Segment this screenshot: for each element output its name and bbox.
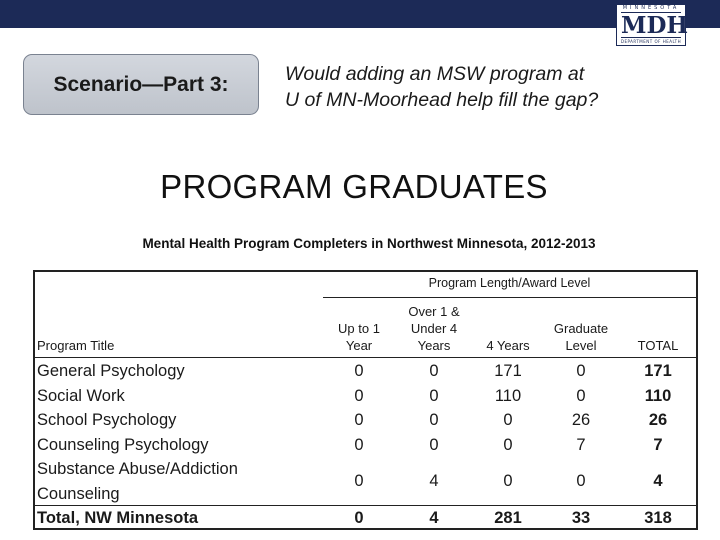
col-header-4-years <box>473 298 543 356</box>
col-header-up-to-1-line1: Up to 1 <box>338 321 380 336</box>
row-2-over-1: 0 <box>429 386 439 405</box>
col-header-graduate-line1: Graduate <box>553 321 609 336</box>
row-4-title: Counseling Psychology <box>37 435 209 454</box>
col-header-over-1 <box>399 298 469 356</box>
row-3-title: School Psychology <box>37 411 177 429</box>
logo-department-text: DEPARTMENT OF HEALTH <box>620 39 682 44</box>
scenario-label: Scenario—Part 3: <box>53 72 229 96</box>
row-3-total: 26 <box>648 411 668 429</box>
scenario-question <box>285 61 705 113</box>
row-2-4-years: 110 <box>494 386 522 405</box>
question-line-1: Would adding an MSW program at <box>285 63 585 85</box>
row-3-graduate: 26 <box>571 411 591 429</box>
row-5-title <box>37 457 317 506</box>
row-2-graduate: 0 <box>576 386 586 405</box>
row-5-over-1: 4 <box>429 472 439 490</box>
total-row-graduate: 33 <box>571 509 591 527</box>
row-5-graduate: 0 <box>576 472 586 490</box>
col-header-over-1-line1: Over 1 & <box>408 304 460 319</box>
col-header-over-1-line3: Years <box>417 338 451 353</box>
row-3-over-1: 0 <box>429 411 439 429</box>
col-header-4-years-text: 4 Years <box>486 338 530 353</box>
row-4-total: 7 <box>653 435 663 454</box>
top-banner <box>0 0 720 28</box>
row-3-up-to-1: 0 <box>354 411 364 429</box>
row-3-4-years: 0 <box>503 411 513 429</box>
row-1-title: General Psychology <box>37 362 185 380</box>
row-1-over-1: 0 <box>429 362 439 380</box>
row-5-up-to-1: 0 <box>354 472 364 490</box>
row-1-total: 171 <box>644 362 672 380</box>
total-row-total: 318 <box>644 509 672 527</box>
mdh-logo <box>616 4 689 46</box>
question-line-2: U of MN-Moorhead help fill the gap? <box>285 89 599 111</box>
row-5-total: 4 <box>653 472 663 490</box>
row-4-up-to-1: 0 <box>354 435 364 454</box>
row-1-up-to-1: 0 <box>354 362 364 380</box>
row-1-4-years: 171 <box>494 362 522 380</box>
total-row-over-1: 4 <box>429 509 439 527</box>
row-5-title-line2: Counseling <box>37 484 120 503</box>
table-caption: Mental Health Program Completers in Northwest Minnesota, 2012-2013 <box>142 236 596 251</box>
group-header: Program Length/Award Level <box>428 276 591 290</box>
total-row-title: Total, NW Minnesota <box>37 509 199 527</box>
col-header-program-title <box>37 298 187 356</box>
col-header-program-title-text: Program Title <box>37 338 115 353</box>
col-header-up-to-1-line2: Year <box>345 338 373 353</box>
row-1-graduate: 0 <box>576 362 586 380</box>
row-2-up-to-1: 0 <box>354 386 364 405</box>
row-5-4-years: 0 <box>503 472 513 490</box>
logo-state-text: MINNESOTA <box>622 5 680 11</box>
row-4-graduate: 7 <box>576 435 586 454</box>
total-row-up-to-1: 0 <box>354 509 364 527</box>
total-row-4-years: 281 <box>494 509 522 527</box>
row-2-title: Social Work <box>37 386 125 405</box>
col-header-up-to-1 <box>323 298 395 356</box>
row-2-total: 110 <box>644 386 672 405</box>
col-header-graduate-line2: Level <box>565 338 597 353</box>
col-header-total <box>623 298 693 356</box>
logo-mark: MDH <box>621 12 689 39</box>
row-4-over-1: 0 <box>429 435 439 454</box>
col-header-graduate <box>543 298 619 356</box>
header-divider <box>33 357 698 358</box>
row-5-title-line1: Substance Abuse/Addiction <box>37 460 238 478</box>
row-4-4-years: 0 <box>503 435 513 454</box>
graduates-table <box>33 270 698 530</box>
col-header-over-1-line2: Under 4 <box>410 321 458 336</box>
page-title: PROGRAM GRADUATES <box>160 168 548 205</box>
scenario-label-box <box>23 54 259 115</box>
col-header-total-text: TOTAL <box>637 338 679 353</box>
